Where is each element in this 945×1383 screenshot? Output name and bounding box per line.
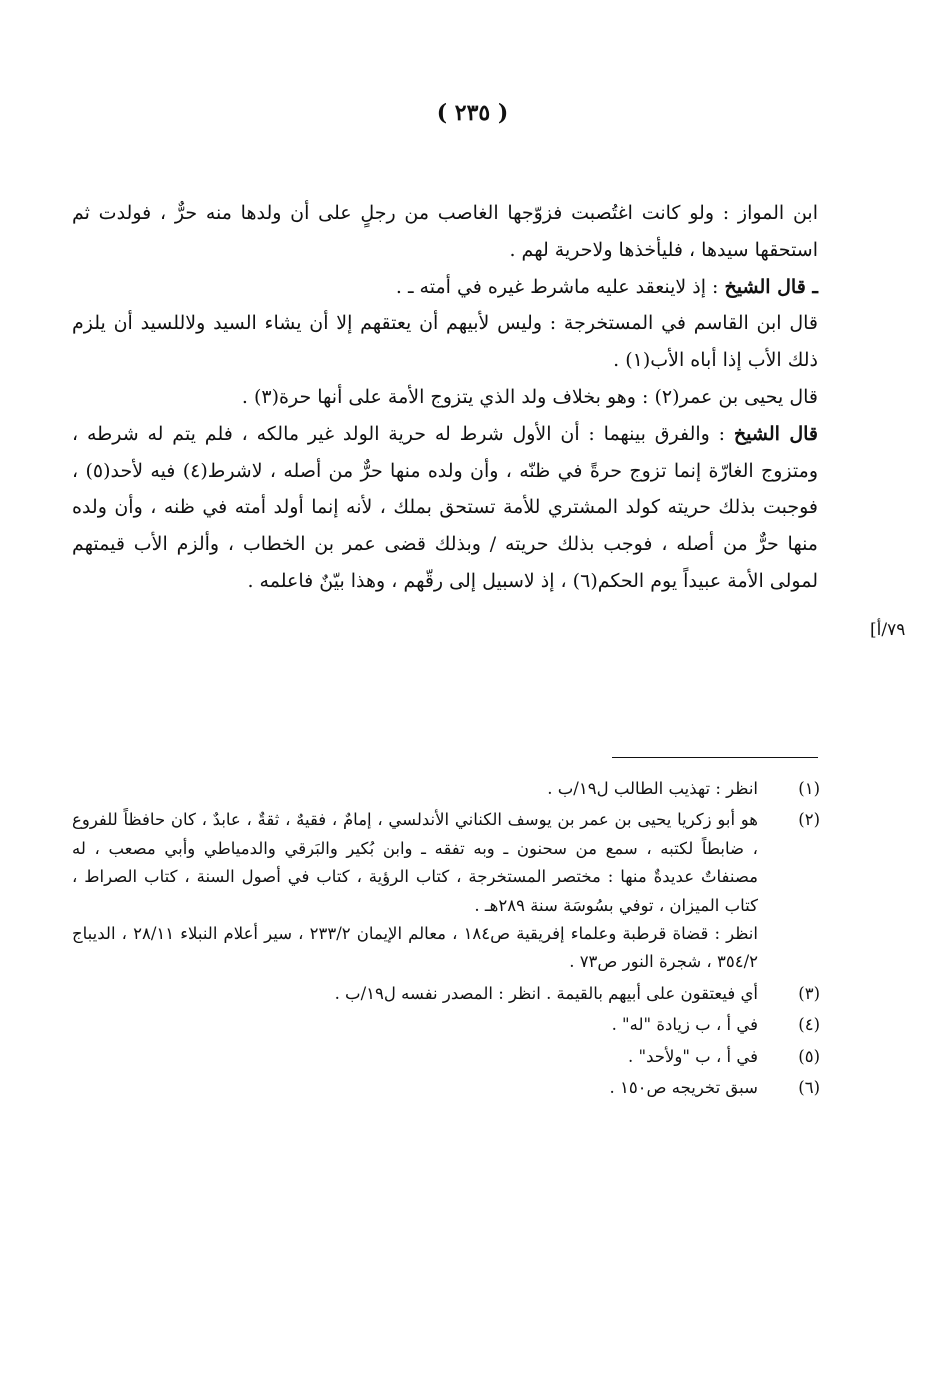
footnote-separator — [612, 757, 818, 758]
footnote-text: هو أبو زكريا يحيى بن عمر بن يوسف الكناني الأندلسي ، إمامٌ ، فقيهٌ ، ثقةٌ ، عابدٌ ، كان حافظاً للفروع ، ضابطاً لكتبه ، سمع من سحنون ـ وبه تفقه ـ وابن بُكير والبَرقي والدمياطي وأبي مصعب ، له مصنفاتٌ عديدةٌ منها : مختصر المستخرجة ، كتاب الرؤية ، كتاب في أصول السنة ، كتاب الصراط ، كتاب الميزان ، توفي بسُوسَة سنة ٢٨٩هـ . — [72, 810, 758, 915]
footnote-text: أي فيعتقون على أبيهم بالقيمة . انظر : المصدر نفسه ل١٩/ب . — [334, 983, 758, 1003]
footnote-text: في أ ، ب زيادة "له" . — [611, 1015, 758, 1035]
paragraph-sheikh-difference — [72, 416, 818, 600]
footnote-text: انظر : تهذيب الطالب ل١٩/ب . — [547, 779, 758, 798]
footnote-item — [72, 980, 820, 1008]
margin-folio-note: [٧٩/أ — [870, 620, 906, 640]
sheikh-label: قال الشيخ — [733, 422, 818, 445]
footnote-text: في أ ، ب "ولأحد" . — [628, 1046, 758, 1066]
footnote-item — [72, 1011, 820, 1039]
sheikh-difference-text: : والفرق بينهما : أن الأول شرط له حرية الولد غير مالكه ، فلم يتم له شرطه ، ومتزوج الغارّة إنما تزوج حرةً في ظنّه ، وأن ولده منها حرٌّ من أصله ، لاشرط(٤) فيه لأحد(٥) ، فوجبت بذلك حريته كولد المشتري للأمة تستحق بملك ، لأنه إنما أولد أمته في ظنه ، وأن ولده منها حرٌّ من أصله ، فوجب بذلك حريته / وبذلك قضى عمر بن الخطاب ، وألزم الأب قيمتهم لمولى الأمة عبيداً يوم الحكم(٦) ، إذ لاسبيل إلى رقّهم ، وهذا بيّنٌ فاعلمه . — [72, 422, 818, 592]
paragraph-ibn-mawaz: ابن المواز : ولو كانت اغتُصبت فزوّجها الغاصب من رجلٍ على أن ولدها منه حرٌّ ، فولدت ثم استحقها سيدها ، فليأخذها ولاحرية لهم . — [72, 202, 818, 261]
footnote-number: (٦) — [798, 1078, 820, 1098]
page-number: ( ٢٣٥ ) — [436, 100, 509, 126]
sheikh-note-text: : إذ لاينعقد عليه ماشرط غيره في أمته ـ . — [395, 275, 725, 298]
paragraph-sheikh-note — [72, 269, 818, 306]
footnote-item — [72, 806, 820, 976]
sheikh-label: ـ قال الشيخ — [724, 275, 818, 298]
footnote-number: (٥) — [798, 1046, 820, 1066]
footnote-text: انظر : قضاة قرطبة وعلماء إفريقية ص١٨٤ ، معالم الإيمان ٢٣٣/٢ ، سير أعلام النبلاء ٢٨/١١ ، الديباج ٣٥٤/٢ ، شجرة النور ص٧٣ . — [72, 924, 758, 972]
footnote-item — [72, 1074, 820, 1102]
footnote-item — [72, 1043, 820, 1071]
footnotes — [72, 775, 820, 1105]
footnote-item — [72, 775, 820, 803]
paragraph-yahya: قال يحيى بن عمر(٢) : وهو بخلاف ولد الذي يتزوج الأمة على أنها حرة(٣) . — [241, 385, 818, 408]
footnote-number: (٢) — [798, 810, 820, 830]
main-text — [72, 195, 818, 600]
footnote-number: (٣) — [798, 983, 820, 1003]
footnote-text: سبق تخريجه ص١٥٠ . — [609, 1078, 758, 1098]
paragraph-ibn-qasim: قال ابن القاسم في المستخرجة : وليس لأبيهم أن يعتقهم إلا أن يشاء السيد ولاللسيد أن يلزم ذلك الأب إذا أباه الأب(١) . — [72, 312, 818, 372]
footnote-number: (٤) — [798, 1015, 820, 1035]
footnote-number: (١) — [798, 779, 820, 798]
